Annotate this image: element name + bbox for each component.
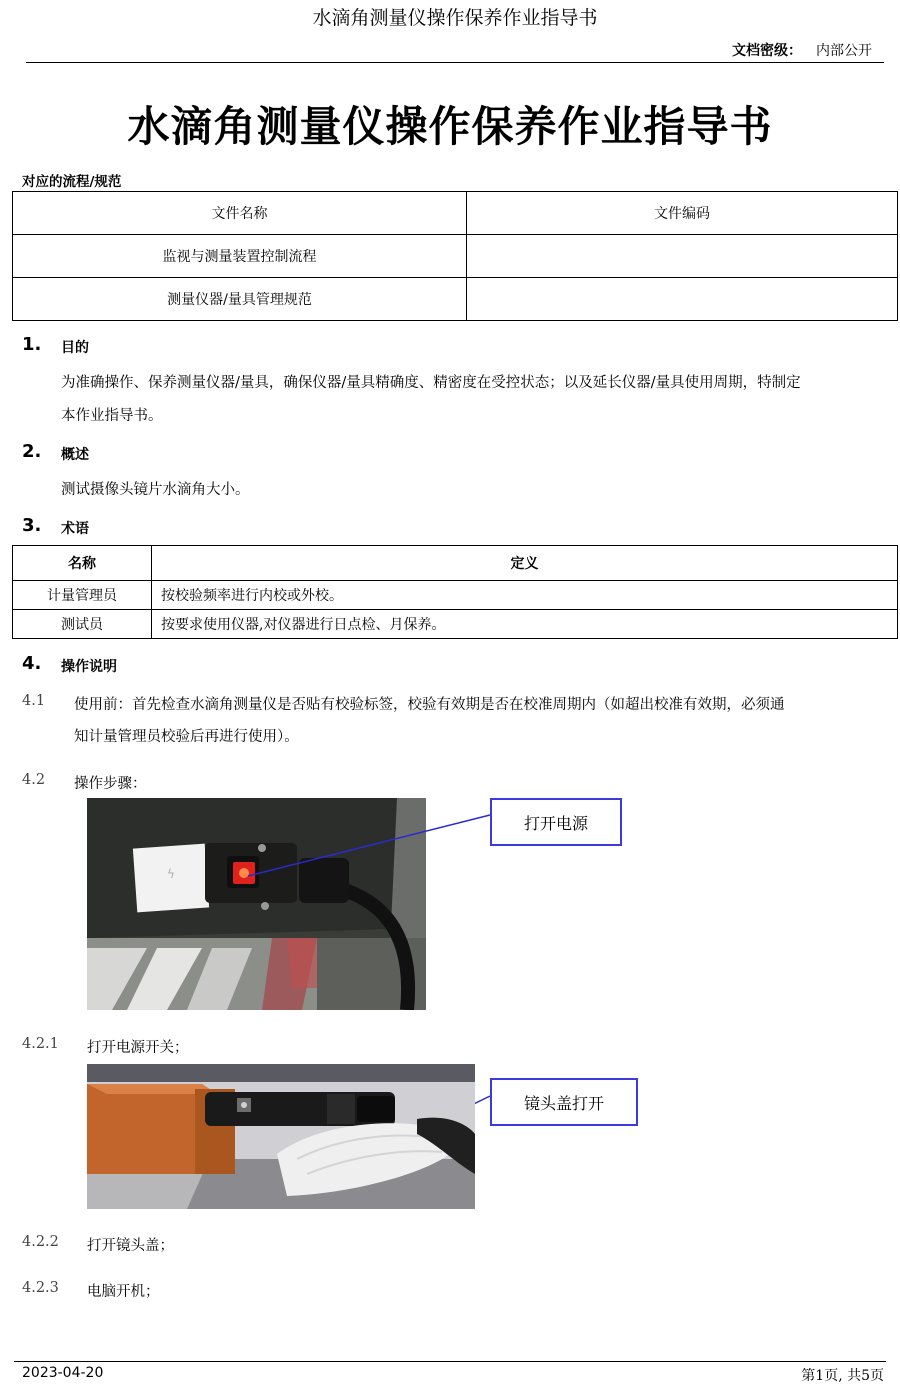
column-header-file-code: 文件编码 <box>467 192 898 235</box>
section-title-purpose: 目的 <box>61 340 89 356</box>
security-level-label: 文档密级： <box>732 43 802 59</box>
step-text: 使用前：首先检查水滴角测量仪是否贴有校验标签，校验有效期是否在校准周期内（如超出校准有效期，必须通 <box>74 697 785 713</box>
step-text: 操作步骤： <box>74 776 147 792</box>
section-title-operation: 操作说明 <box>61 659 117 675</box>
footer-divider <box>14 1361 886 1362</box>
section-number: 4. <box>22 653 42 674</box>
svg-text:ϟ: ϟ <box>167 867 175 881</box>
step-number: 4.2.1 <box>22 1036 59 1052</box>
section-title-overview: 概述 <box>61 447 89 463</box>
power-callout-pointer <box>248 815 490 876</box>
term-name-cell: 计量管理员 <box>13 581 152 610</box>
file-name-cell: 监视与测量装置控制流程 <box>13 235 467 278</box>
section-title-terms: 术语 <box>61 521 89 537</box>
document-title: 水滴角测量仪操作保养作业指导书 <box>127 102 773 151</box>
lens-callout <box>490 1078 638 1126</box>
term-definition-cell: 按要求使用仪器,对仪器进行日点检、月保养。 <box>152 610 898 639</box>
section-number: 2. <box>22 441 42 462</box>
column-header-definition: 定义 <box>152 546 898 581</box>
section-number: 3. <box>22 515 42 536</box>
term-definition-cell: 按校验频率进行内校或外校。 <box>152 581 898 610</box>
power-callout-label: 打开电源 <box>523 813 588 833</box>
body-line: 为准确操作、保养测量仪器/量具，确保仪器/量具精确度、精密度在受控状态；以及延长仪器/量具使用周期，特制定 <box>61 375 801 391</box>
lens-cap-photo <box>87 1064 475 1209</box>
footer-page-number: 第1页, 共5页 <box>801 1368 884 1384</box>
file-name-cell: 测量仪器/量具管理规范 <box>13 278 467 321</box>
process-ref-label: 对应的流程/规范 <box>22 174 122 190</box>
step-text: 知计量管理员校验后再进行使用）。 <box>74 729 299 745</box>
footer-date: 2023-04-20 <box>22 1365 104 1381</box>
step-number: 4.2 <box>22 772 46 788</box>
step-number: 4.1 <box>22 693 46 709</box>
section-number: 1. <box>22 334 42 355</box>
power-callout <box>490 798 622 846</box>
column-header-file-name: 文件名称 <box>13 192 467 235</box>
security-level-value: 内部公开 <box>816 43 872 59</box>
lens-callout-label: 镜头盖打开 <box>523 1093 604 1113</box>
header-title: 水滴角测量仪操作保养作业指导书 <box>312 7 598 29</box>
step-text: 电脑开机； <box>87 1284 160 1300</box>
step-text: 打开镜头盖； <box>87 1238 174 1254</box>
step-number: 4.2.2 <box>22 1234 59 1250</box>
step-text: 打开电源开关； <box>87 1040 189 1056</box>
step-number: 4.2.3 <box>22 1280 59 1296</box>
section-body-overview: 测试摄像头镜片水滴角大小。 <box>61 482 250 498</box>
body-line: 本作业指导书。 <box>61 408 163 424</box>
term-name-cell: 测试员 <box>13 610 152 639</box>
column-header-name: 名称 <box>13 546 152 581</box>
